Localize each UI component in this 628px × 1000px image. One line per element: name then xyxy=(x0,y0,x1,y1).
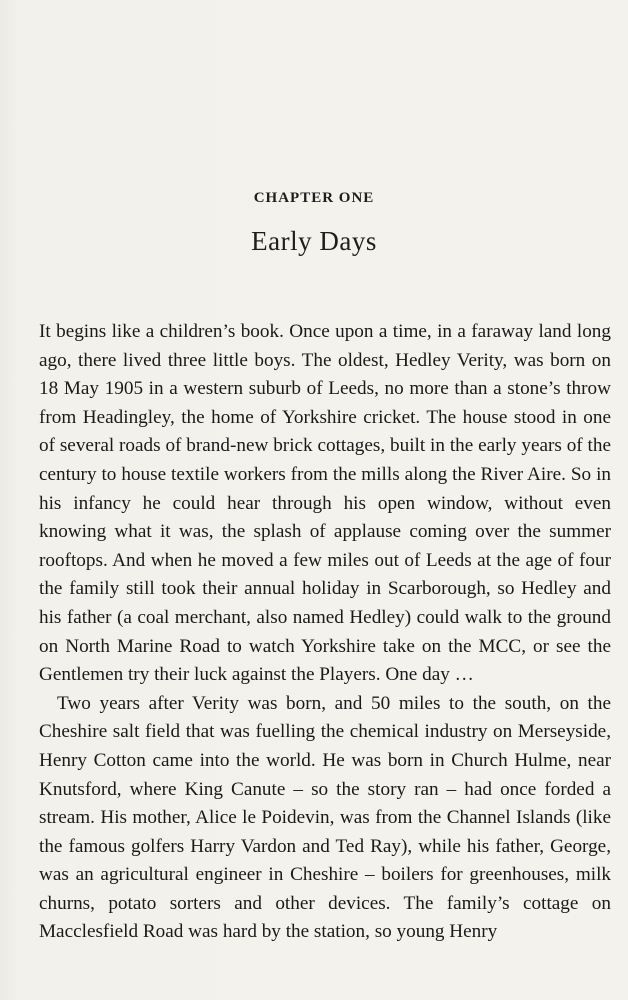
paragraph: Two years after Verity was born, and 50 miles to the south, on the Cheshire salt field that was fuelling the chemical industry on Merseyside, Henry Cotton came into the world. He was born in Church Hulme, near Knutsford, where King Canute – so the story ran – had once forded a stream. His mother, Alice le Poidevin, was from the Channel Islands (like the famous golfers Harry Vardon and Ted Ray), while his father, George, was an agricultural engineer in Cheshire – boilers for greenhouses, milk churns, potato sorters and other devices. The family’s cottage on Macclesfield Road was hard by the station, so young Henry xyxy=(39,692,611,943)
body-text xyxy=(39,318,611,947)
chapter-label: CHAPTER ONE xyxy=(253,190,375,206)
chapter-title: Early Days xyxy=(251,226,377,256)
paragraph: It begins like a children’s book. Once upon a time, in a faraway land long ago, there lived three little boys. The oldest, Hedley Verity, was born on 18 May 1905 in a western suburb of Leeds, no more than a stone’s throw from Headingley, the home of Yorkshire cricket. The house stood in one of several roads of brand-new brick cottages, built in the early years of the century to house textile workers from the mills along the River Aire. So in his infancy he could hear through his open window, without even knowing what it was, the splash of applause coming over the summer rooftops. And when he moved a few miles out of Leeds at the age of four the family still took their annual holiday in Scarborough, so Hedley and his father (a coal merchant, also named Hedley) could walk to the ground on North Marine Road to watch Yorkshire take on the MCC, or see the Gentlemen try their luck against the Players. One day … xyxy=(39,321,611,686)
